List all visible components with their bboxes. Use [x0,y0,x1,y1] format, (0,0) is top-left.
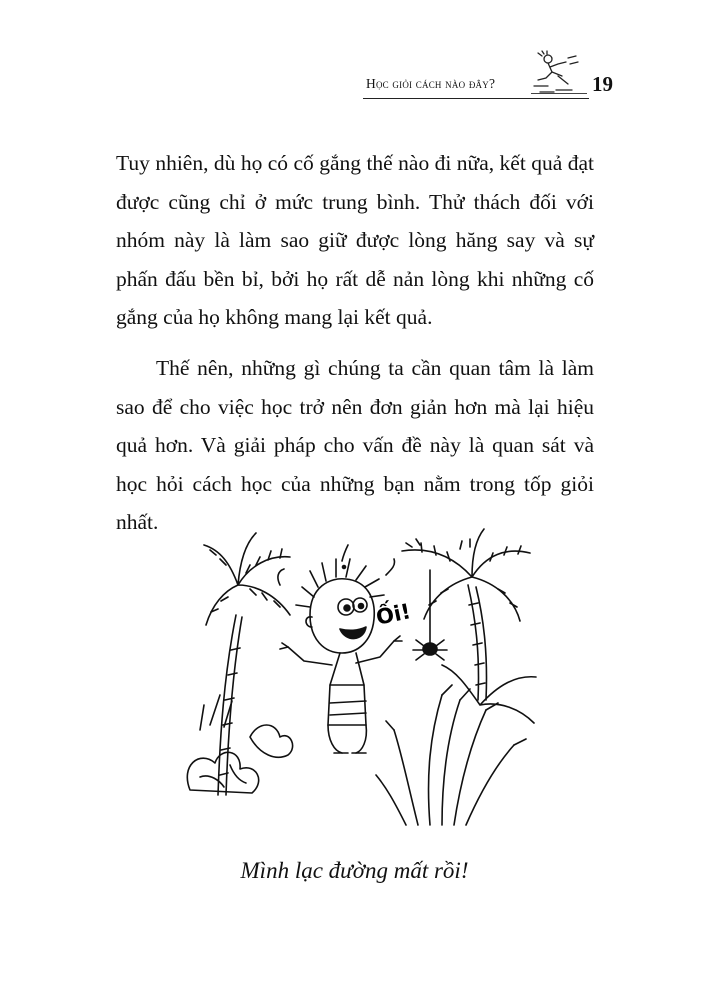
running-man-icon [528,50,586,96]
paragraph-1: Tuy nhiên, dù họ có cố gắng thế nào đi nữa, kết quả đạt được cũng chỉ ở mức trung bình. Thử thách đối với nhóm này là làm sao giữ được lòng hăng say và sự phấn đấu bền bỉ, bởi họ rất dễ nản lòng khi những cố gắng của họ không mang lại kết quả. [116,151,594,330]
body-text [116,144,594,542]
header-rule [363,98,589,99]
running-header-title: Học giỏi cách nào đây? [366,76,496,91]
paragraph-2: Thế nên, những gì chúng ta cần quan tâm là làm sao để cho việc học trở nên đơn giản hơn mà lại hiệu quả hơn. Và giải pháp cho vấn đề này là quan sát và học hỏi cách học của những bạn nằm trong tốp giỏi nhất. [116,355,594,535]
illustration-caption: Mình lạc đường mất rồi! [240,858,469,883]
header-accent-rule [531,93,587,94]
lost-boy-in-jungle-illustration [180,525,550,840]
page-number: 19 [592,72,613,96]
exclamation-text: Ối! [373,599,413,630]
